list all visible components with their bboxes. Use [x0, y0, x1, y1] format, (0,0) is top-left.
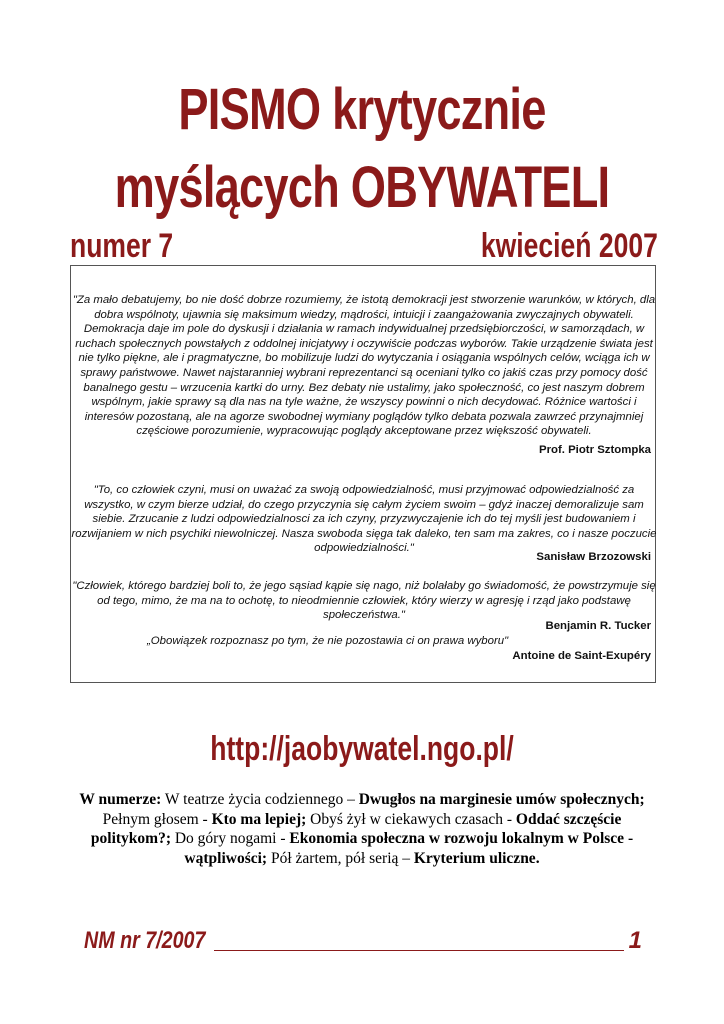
contents-label: W numerze:: [79, 791, 162, 808]
issue-date: kwiecień 2007: [481, 227, 658, 265]
contents-article: Ekonomia społeczna w rozwoju lokalnym w Polsce - wątpliwości;: [184, 830, 634, 867]
contents-section: Pół żartem, pół serią –: [267, 849, 414, 867]
quote-author: Benjamin R. Tucker: [545, 620, 651, 632]
contents-article: Kto ma lepiej;: [211, 810, 307, 828]
contents-article: Kryterium uliczne.: [413, 849, 540, 867]
quote-text: "To, co człowiek czyni, musi on uważać za swoją odpowiedzialność, musi przyjmować odpowiedzialność za wszystko, w czym bierze udział, do czego przyczynia się całym życiem swoim – gdyż inaczej demoralizuje sam siebie. Zrzucanie z ludzi odpowiedzialnosci za ich czyny, przyzwyczajenie ich do tej myśli jest budowaniem i rozwijaniem w nich psychiki niewolniczej. Nasza swoboda sięga tak daleko, ten sam ma zakres, co i nasze poczucie odpowiedzialności.": [71, 484, 657, 555]
quote-text: "Człowiek, którego bardziej boli to, że jego sąsiad kąpie się nago, niż bolałaby go świadomość, że powstrzymuje się od tego, mimo, że ma na to ochotę, to nieodmiennie człowiek, który wierzy w agresję i rząd jako podstawę społeczeństwa.": [72, 580, 656, 622]
contents-section: Obyś żył w ciekawych czasach -: [306, 810, 516, 828]
quote-author: Prof. Piotr Sztompka: [538, 444, 651, 456]
contents-article: Dwugłos na marginesie umów społecznych;: [358, 791, 645, 808]
table-of-contents: [66, 790, 658, 868]
contents-article: Oddać szczęście politykom?;: [90, 810, 622, 847]
footer-rule: [214, 950, 624, 951]
contents-section: Do góry nogami -: [170, 830, 290, 847]
quote-text: „Obowiązek rozpoznasz po tym, że nie pozostawia ci on prawa wyboru": [147, 635, 509, 647]
quote-author: Sanisław Brzozowski: [536, 551, 651, 563]
quote-text: "Za mało debatujemy, bo nie dość dobrze rozumiemy, że istotą demokracji jest stworzenie warunków, w których, dla dobra wspólnoty, ujawnia się maksimum wiedzy, mądrości, intuicji i zaangażowania zwyczajnych obywateli. Demokracja daje im pole do dyskusji i działania w ramach indywidualnej przedsiębiorczości, w samorządach, w ruchach społecznych powstałych z oddolnej inicjatywy i oczywiście podczas wyborów. Takie urządzenie świata jest nie tylko piękne, ale i pragmatyczne, bo mobilizuje ludzi do wytyczania i osiągania wspólnych celów, wciąga ich w sprawy państwowe. Nawet najstaranniej wybrani reprezentanci są oceniani tylko co jakiś czas przy pomocy dość banalnego gestu – wrzucenia kartki do urny. Bez debaty nie ustalimy, jako społeczność, co jest naszym dobrem wspólnym, jakie sprawy są dla nas na tyle ważne, że wszyscy powinni o nich decydować. Różnice wartości i interesów pozostaną, ale na agorze swobodnej wymiany poglądów tylko debata pozwala zawrzeć przynajmniej częściowe porozumienie, wypracowując poglądy akceptowane przez większość obywateli.: [72, 294, 656, 438]
quote-author: Antoine de Saint-Exupéry: [512, 650, 651, 662]
issue-row: [70, 226, 658, 266]
masthead-title-line1: PISMO krytycznie: [178, 77, 546, 142]
contents-section: Pełnym głosem -: [102, 810, 212, 828]
quotes-box: [70, 265, 656, 683]
page-number: 1: [628, 927, 642, 954]
footer-issue-label: NM nr 7/2007: [84, 927, 206, 954]
issue-number: numer 7: [70, 227, 174, 265]
masthead-title-line2: myślących OBYWATELI: [114, 155, 610, 220]
contents-section: W teatrze życia codziennego –: [161, 791, 359, 808]
website-link[interactable]: http://jaobywatel.ngo.pl/: [210, 730, 514, 768]
page-footer: [84, 926, 644, 956]
